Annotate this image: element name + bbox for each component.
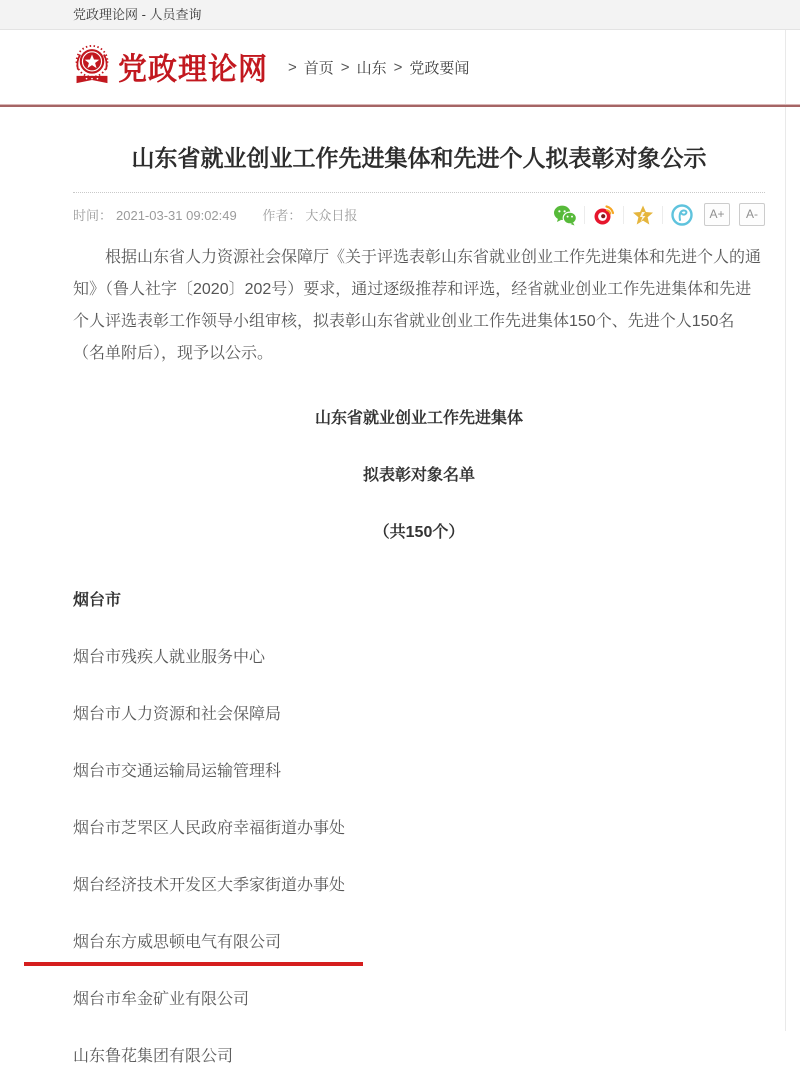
font-decrease-button[interactable]: A- [739, 203, 765, 226]
site-header [0, 30, 785, 104]
font-increase-button[interactable]: A+ [704, 203, 730, 226]
breadcrumb-shandong[interactable]: 山东 [356, 59, 387, 77]
highlight-underline [24, 962, 363, 966]
wechat-share-icon[interactable] [552, 202, 578, 228]
browser-title-bar [0, 0, 800, 30]
toolbar-separator [584, 206, 585, 224]
page-container [0, 30, 786, 1065]
party-emblem-icon [72, 42, 112, 93]
section-heading-list-title: 拟表彰对象名单 [362, 467, 475, 484]
tencent-weibo-icon[interactable] [669, 202, 695, 228]
weibo-share-icon[interactable] [591, 202, 617, 228]
list-item: 烟台市交通运输局运输管理科 [73, 763, 282, 780]
breadcrumb-home[interactable]: 首页 [303, 59, 334, 77]
article-meta-bar [73, 192, 765, 228]
page-title: 山东省就业创业工作先进集体和先进个人拟表彰对象公示 [131, 145, 707, 171]
site-logo[interactable] [72, 42, 268, 93]
list-item: 烟台市芝罘区人民政府幸福街道办事处 [73, 820, 346, 837]
header-divider [0, 104, 800, 107]
list-item: 烟台市牟金矿业有限公司 [73, 991, 250, 1008]
qzone-star-icon[interactable] [630, 202, 656, 228]
list-item: 烟台市人力资源和社会保障局 [73, 706, 282, 723]
article [73, 143, 765, 1065]
breadcrumb-separator: > [393, 58, 403, 76]
list-item: 山东鲁花集团有限公司 [73, 1048, 234, 1065]
site-logo-text: 党政理论网 [118, 52, 269, 87]
list-item: 烟台市残疾人就业服务中心 [73, 649, 266, 666]
list-item: 烟台经济技术开发区大季家街道办事处 [73, 877, 346, 894]
browser-title: 党政理论网 - 人员查询 [73, 7, 202, 22]
time-label: 时间： [73, 208, 113, 223]
list-item-highlighted: 烟台东方威思顿电气有限公司 [73, 934, 765, 951]
author-value: 大众日报 [305, 208, 358, 223]
toolbar-separator [662, 206, 663, 224]
time-value: 2021-03-31 09:02:49 [116, 208, 237, 223]
share-toolbar [552, 202, 765, 228]
article-paragraph: 根据山东省人力资源社会保障厅《关于评选表彰山东省就业创业工作先进集体和先进个人的通知》（鲁人社字〔2020〕202号）要求，通过逐级推荐和评选，经省就业创业工作先进集体和先进个人评选表彰工作领导小组审核，拟表彰山东省就业创业工作先进集体150个、先进个人150名（名单附后），现予以公示。 [73, 249, 762, 362]
breadcrumb-separator: > [340, 58, 350, 76]
breadcrumb-category[interactable]: 党政要闻 [409, 59, 470, 77]
breadcrumb-separator: > [288, 58, 297, 76]
region-heading: 烟台市 [73, 592, 122, 609]
section-heading-count: （共150个） [373, 524, 465, 541]
section-heading-collective: 山东省就业创业工作先进集体 [314, 410, 523, 427]
toolbar-separator [623, 206, 624, 224]
author-label: 作者： [262, 208, 302, 223]
breadcrumb [288, 57, 469, 78]
article-meta [73, 205, 361, 224]
